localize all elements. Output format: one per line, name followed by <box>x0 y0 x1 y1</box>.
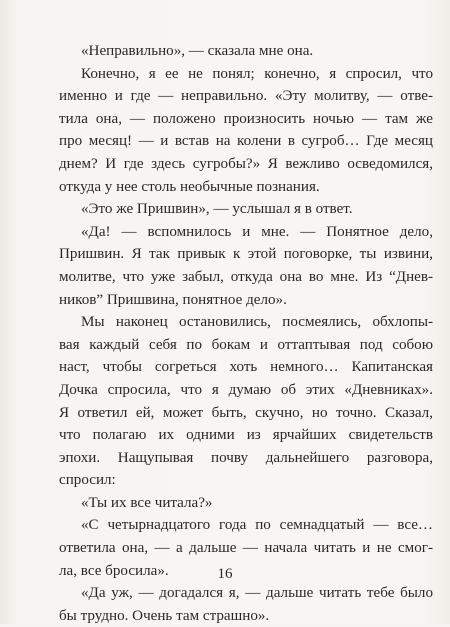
body-text <box>59 40 433 627</box>
text-line: «Это же Пришвин», — услышал я в ответ. <box>81 201 353 218</box>
text-line: «Да уж, — догадался я, — дальше читать тебе было <box>81 585 433 602</box>
text-line: Мы наконец остановились, посмеялись, обхлопы- <box>81 314 433 331</box>
text-line: Дочка спросила, что я думаю об этих «Дневниках». <box>59 381 433 398</box>
page-number: 16 <box>217 566 233 582</box>
text-line: именно и где — неправильно. «Эту молитву, — отве- <box>59 88 433 105</box>
text-line: «С четырнадцатого года по семнадцатый — все… <box>81 517 433 534</box>
text-line: про месяц! — и встав на колени в сугроб… Где месяц <box>59 133 433 150</box>
text-line: «Неправильно», — сказала мне она. <box>81 43 314 59</box>
text-line: ла, все бросила». <box>59 562 169 579</box>
text-line: вая каждый себя по бокам и оттаптывая под собою <box>59 336 433 353</box>
text-line: бы трудно. Очень там страшно». <box>59 607 270 624</box>
text-line: наст, чтобы согреться хоть немного… Капитанская <box>59 359 433 376</box>
text-line: ответила она, — а дальше — начала читать и не смог- <box>59 540 433 557</box>
text-line: ников” Пришвина, понятное дело». <box>59 291 287 308</box>
text-line: откуда у нее столь необычные познания. <box>59 178 320 195</box>
text-line: Конечно, я ее не понял; конечно, я спросил, что <box>81 65 433 82</box>
text-line: «Да! — вспомнилось и мне. — Понятное дело, <box>81 223 433 240</box>
text-line: «Ты их все читала?» <box>81 494 213 511</box>
text-line: Я ответил ей, может быть, скучно, но точно. Сказал, <box>59 404 433 421</box>
text-line: тила она, — положено произносить ночью — там же <box>59 110 433 127</box>
text-line: что полагаю их одними из ярчайших свидетельств <box>59 427 433 444</box>
text-line: эпохи. Нащупывая почву дальнейшего разговора, <box>59 449 433 466</box>
text-line: Пришвин. Я так привык к этой поговорке, ты извини, <box>59 246 433 263</box>
text-line: молитве, что уже забыл, откуда она во мне. Из “Днев- <box>59 268 433 285</box>
text-line: днем? И где здесь сугробы?» Я вежливо осведомился, <box>59 155 433 172</box>
text-line: спросил: <box>59 472 116 489</box>
